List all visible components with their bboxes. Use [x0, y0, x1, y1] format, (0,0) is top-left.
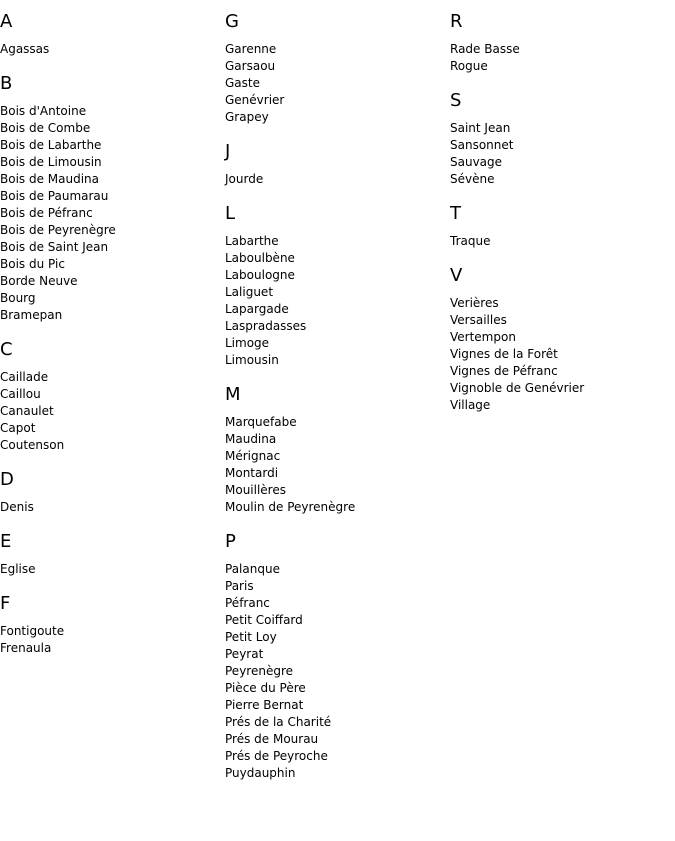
place-link[interactable]: Sansonnet	[450, 138, 514, 152]
place-link[interactable]: Grapey	[225, 110, 269, 124]
place-link[interactable]: Labarthe	[225, 234, 279, 248]
place-link[interactable]: Rade Basse	[450, 42, 520, 56]
place-link[interactable]: Peyrat	[225, 647, 264, 661]
place-link[interactable]: Paris	[225, 579, 254, 593]
place-list	[0, 499, 225, 516]
place-link[interactable]: Fontigoute	[0, 624, 65, 638]
letter-group-j	[225, 141, 450, 188]
letter-group-v	[450, 265, 675, 414]
place-link[interactable]: Lapargade	[225, 302, 289, 316]
place-link[interactable]: Bois de Peyrenègre	[0, 223, 116, 237]
place-link[interactable]: Sévène	[450, 172, 495, 186]
place-link[interactable]: Moulin de Peyrenègre	[225, 500, 356, 514]
place-link[interactable]: Puydauphin	[225, 766, 296, 780]
place-list	[225, 233, 450, 369]
letter-heading: L	[225, 203, 236, 224]
place-link[interactable]: Marquefabe	[225, 415, 297, 429]
letter-group-c	[0, 339, 225, 454]
place-list	[0, 623, 225, 657]
place-list	[0, 103, 225, 324]
letter-heading: P	[225, 531, 236, 552]
letter-group-g	[225, 11, 450, 126]
place-link[interactable]: Limoge	[225, 336, 270, 350]
place-link[interactable]: Bois de Paumarau	[0, 189, 109, 203]
place-link[interactable]: Laboulbène	[225, 251, 295, 265]
letter-heading: S	[450, 90, 462, 111]
place-link[interactable]: Bourg	[0, 291, 36, 305]
place-link[interactable]: Vignoble de Genévrier	[450, 381, 585, 395]
letter-heading: G	[225, 11, 239, 32]
place-link[interactable]: Bois du Pic	[0, 257, 65, 271]
place-link[interactable]: Vignes de Péfranc	[450, 364, 558, 378]
letter-group-b	[0, 73, 225, 324]
place-link[interactable]: Coutenson	[0, 438, 65, 452]
place-link[interactable]: Laboulogne	[225, 268, 295, 282]
place-link[interactable]: Prés de Peyroche	[225, 749, 328, 763]
index-column-3	[450, 11, 675, 429]
place-link[interactable]: Denis	[0, 500, 34, 514]
letter-group-m	[225, 384, 450, 516]
letter-heading: B	[0, 73, 13, 94]
place-link[interactable]: Village	[450, 398, 491, 412]
place-list	[225, 561, 450, 782]
place-link[interactable]: Bois de Maudina	[0, 172, 100, 186]
letter-group-p	[225, 531, 450, 782]
place-link[interactable]: Sauvage	[450, 155, 503, 169]
index-column-2	[225, 11, 450, 797]
letter-heading: C	[0, 339, 13, 360]
letter-group-e	[0, 531, 225, 578]
place-link[interactable]: Caillade	[0, 370, 49, 384]
letter-heading: M	[225, 384, 241, 405]
place-link[interactable]: Garsaou	[225, 59, 276, 73]
place-link[interactable]: Bois de Limousin	[0, 155, 102, 169]
place-link[interactable]: Capot	[0, 421, 36, 435]
place-link[interactable]: Vertempon	[450, 330, 516, 344]
place-link[interactable]: Montardi	[225, 466, 279, 480]
place-link[interactable]: Bois d'Antoine	[0, 104, 87, 118]
place-list	[225, 171, 450, 188]
index-column-1	[0, 11, 225, 672]
place-link[interactable]: Saint Jean	[450, 121, 511, 135]
place-link[interactable]: Pierre Bernat	[225, 698, 304, 712]
place-link[interactable]: Péfranc	[225, 596, 270, 610]
place-link[interactable]: Bois de Péfranc	[0, 206, 93, 220]
letter-group-t	[450, 203, 675, 250]
place-link[interactable]: Bois de Labarthe	[0, 138, 102, 152]
place-link[interactable]: Bramepan	[0, 308, 63, 322]
place-link[interactable]: Prés de la Charité	[225, 715, 332, 729]
letter-group-f	[0, 593, 225, 657]
letter-heading: D	[0, 469, 14, 490]
place-list	[0, 561, 225, 578]
letter-group-r	[450, 11, 675, 75]
place-link[interactable]: Genévrier	[225, 93, 285, 107]
place-list	[450, 295, 675, 414]
place-link[interactable]: Mérignac	[225, 449, 281, 463]
place-link[interactable]: Canaulet	[0, 404, 54, 418]
letter-heading: F	[0, 593, 11, 614]
place-link[interactable]: Gaste	[225, 76, 260, 90]
place-link[interactable]: Jourde	[225, 172, 264, 186]
place-list	[450, 120, 675, 188]
place-list	[225, 414, 450, 516]
place-link[interactable]: Peyrenègre	[225, 664, 294, 678]
place-link[interactable]: Caillou	[0, 387, 41, 401]
letter-heading: R	[450, 11, 463, 32]
place-link[interactable]: Garenne	[225, 42, 277, 56]
letter-group-a	[0, 11, 225, 58]
place-list	[450, 41, 675, 75]
place-link[interactable]: Borde Neuve	[0, 274, 78, 288]
place-list	[0, 369, 225, 454]
place-link[interactable]: Traque	[450, 234, 491, 248]
place-link[interactable]: Petit Coiffard	[225, 613, 303, 627]
place-link[interactable]: Prés de Mourau	[225, 732, 319, 746]
place-link[interactable]: Frenaula	[0, 641, 52, 655]
place-list	[450, 233, 675, 250]
place-list	[225, 41, 450, 126]
letter-heading: J	[225, 141, 231, 162]
letter-heading: E	[0, 531, 12, 552]
letter-heading: T	[450, 203, 461, 224]
place-link[interactable]: Agassas	[0, 42, 50, 56]
place-link[interactable]: Laspradasses	[225, 319, 307, 333]
place-link[interactable]: Vignes de la Forêt	[450, 347, 558, 361]
place-link[interactable]: Bois de Combe	[0, 121, 91, 135]
place-link[interactable]: Bois de Saint Jean	[0, 240, 109, 254]
place-link[interactable]: Mouillères	[225, 483, 286, 497]
letter-heading: A	[0, 11, 13, 32]
place-link[interactable]: Eglise	[0, 562, 36, 576]
letter-group-s	[450, 90, 675, 188]
place-link[interactable]: Petit Loy	[225, 630, 277, 644]
place-link[interactable]: Palanque	[225, 562, 280, 576]
place-link[interactable]: Limousin	[225, 353, 279, 367]
letter-heading: V	[450, 265, 463, 286]
place-link[interactable]: Laliguet	[225, 285, 274, 299]
place-link[interactable]: Verières	[450, 296, 499, 310]
place-link[interactable]: Pièce du Père	[225, 681, 306, 695]
letter-group-l	[225, 203, 450, 369]
place-link[interactable]: Maudina	[225, 432, 277, 446]
place-link[interactable]: Versailles	[450, 313, 507, 327]
place-link[interactable]: Rogue	[450, 59, 488, 73]
place-list	[0, 41, 225, 58]
letter-group-d	[0, 469, 225, 516]
